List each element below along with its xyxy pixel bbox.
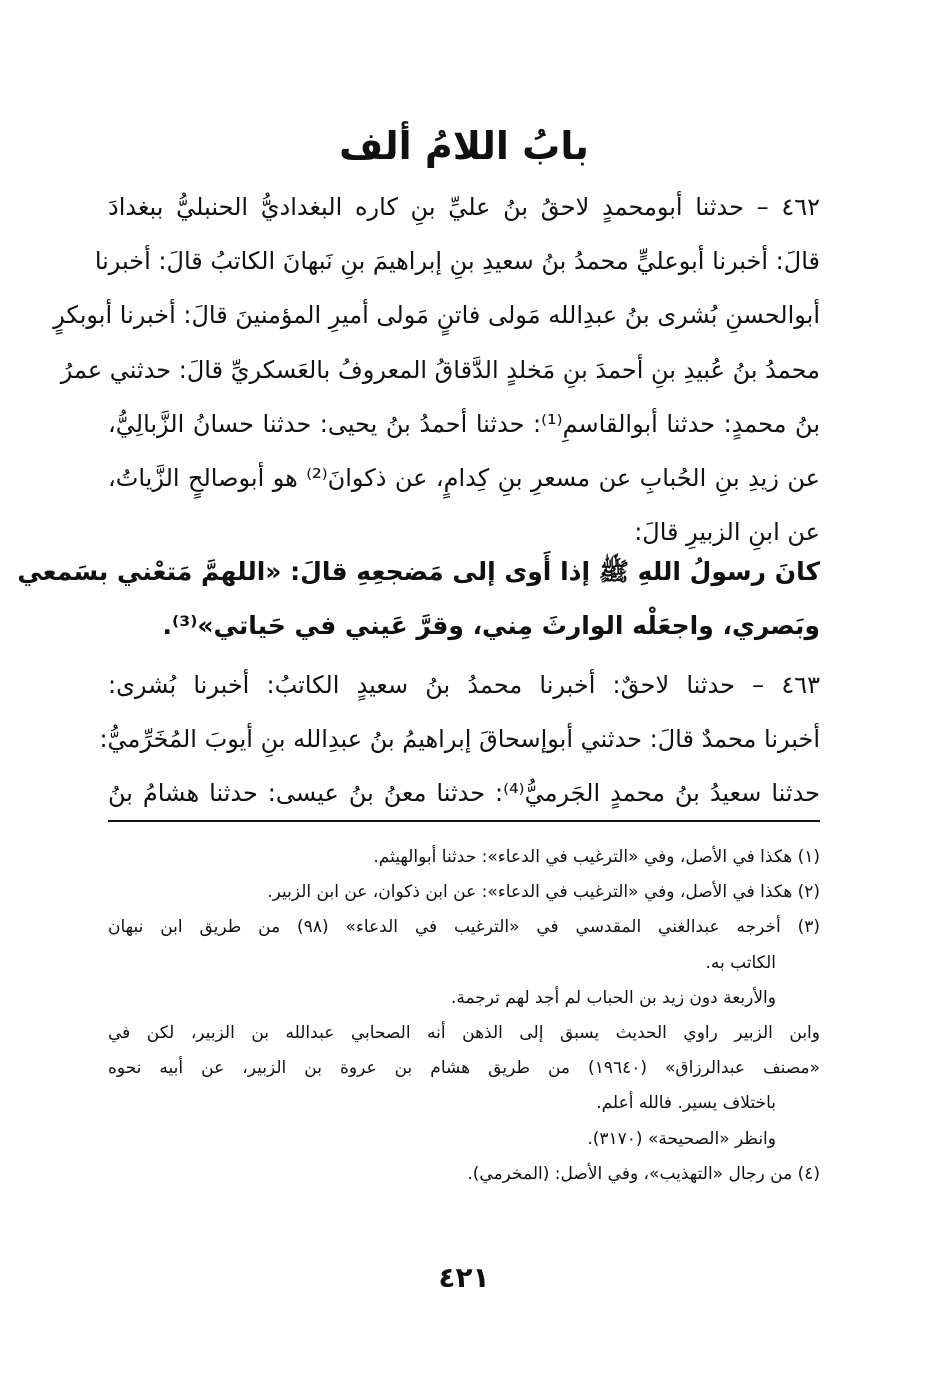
text-line: محمدُ بنُ عُبيدِ بنِ أحمدَ بنِ مَخلدٍ الدَّقاقُ المعروفُ بالعَسكريِّ قالَ: حدثني عمرُ <box>60 355 820 384</box>
text-line: أبوالحسنِ بُشرى بنُ عبدِالله مَولى فاتنٍ مَولى أميرِ المؤمنينَ قالَ: أخبرنا أبوبكرٍ <box>53 301 820 330</box>
footnote-line: وابن الزبير راوي الحديث يسبق إلى الذهن أنه الصحابي عبدالله بن الزبير، لكن في <box>108 1022 820 1043</box>
hadith-entry-463 <box>99 658 821 821</box>
text-line: حدثنا سعيدُ بنُ محمدٍ الجَرميُّ⁽⁴⁾: حدثنا معنُ بنُ عيسى: حدثنا هشامُ بنُ <box>108 779 821 808</box>
footnote-line: والأربعة دون زيد بن الحباب لم أجد لهم ترجمة. <box>450 987 776 1008</box>
text-line: ٤٦٣ – حدثنا لاحقٌ: أخبرنا محمدُ بنُ سعيدٍ الكاتبُ: أخبرنا بُشرى: <box>108 671 820 699</box>
hadith-matn <box>17 545 820 653</box>
footnote-line: (٢) هكذا في الأصل، وفي «الترغيب في الدعاء»: عن ابن ذكوان، عن ابن الزبير. <box>267 882 820 903</box>
text-line: عن ابنِ الزبيرِ قالَ: <box>634 518 820 547</box>
text-line: بنُ محمدٍ: حدثنا أبوالقاسمِ⁽¹⁾: حدثنا أحمدُ بنُ يحيى: حدثنا حسانُ الزَّبالِيُّ، <box>108 409 820 438</box>
footnote-line: «مصنف عبدالرزاق» (١٩٦٤٠) من طريق هشام بن عروة بن الزبير، عن أبيه نحوه <box>108 1058 821 1079</box>
footnotes <box>108 840 820 1192</box>
chapter-title: بابُ اللامُ ألف <box>339 124 589 168</box>
footnote-line: (١) هكذا في الأصل، وفي «الترغيب في الدعاء»: حدثنا أبوالهيثم. <box>373 847 820 867</box>
footnote-line: (٣) أخرجه عبدالغني المقدسي في «الترغيب في الدعاء» (٩٨) من طريق ابن نبهان <box>108 917 820 938</box>
footnote-line: الكاتب به. <box>705 952 776 973</box>
hadith-line: كانَ رسولُ اللهِ ﷺ إذا أَوى إلى مَضجعِهِ قالَ: «اللهمَّ مَتعْني بسَمعي <box>17 557 820 586</box>
hadith-line: وبَصري، واجعَلْه الوارثَ مِني، وقرَّ عَيني في حَياتي»⁽³⁾. <box>162 611 820 640</box>
hadith-entry-462 <box>53 180 820 559</box>
footnote-divider <box>108 820 820 822</box>
footnote-line: وانظر «الصحيحة» (٣١٧٠). <box>587 1128 776 1149</box>
page-number: ٤٢١ <box>438 1261 490 1294</box>
text-line: عن زيدِ بنِ الحُبابِ عن مسعرِ بنِ كِدامٍ، عن ذكوانَ⁽²⁾ هو أبوصالحٍ الزَّياتُ، <box>108 463 820 492</box>
text-line: قالَ: أخبرنا أبوعليٍّ محمدُ بنُ سعيدِ بنِ إبراهيمَ بنِ نَبهانَ الكاتبُ قالَ: أخبرنا <box>94 247 820 276</box>
footnote-line: (٤) من رجال «التهذيب»، وفي الأصل: (المخرمي). <box>467 1163 820 1184</box>
text-line: ٤٦٢ – حدثنا أبومحمدٍ لاحقُ بنُ عليِّ بنِ كاره البغداديُّ الحنبليُّ ببغدادَ <box>108 193 820 221</box>
text-line: أخبرنا محمدٌ قالَ: حدثني أبوإسحاقَ إبراهيمُ بنُ عبدِالله بنِ أيوبَ المُخَرِّميُّ: <box>99 725 820 754</box>
footnote-line: باختلاف يسير. فالله أعلم. <box>596 1093 776 1114</box>
book-page <box>17 0 821 1380</box>
